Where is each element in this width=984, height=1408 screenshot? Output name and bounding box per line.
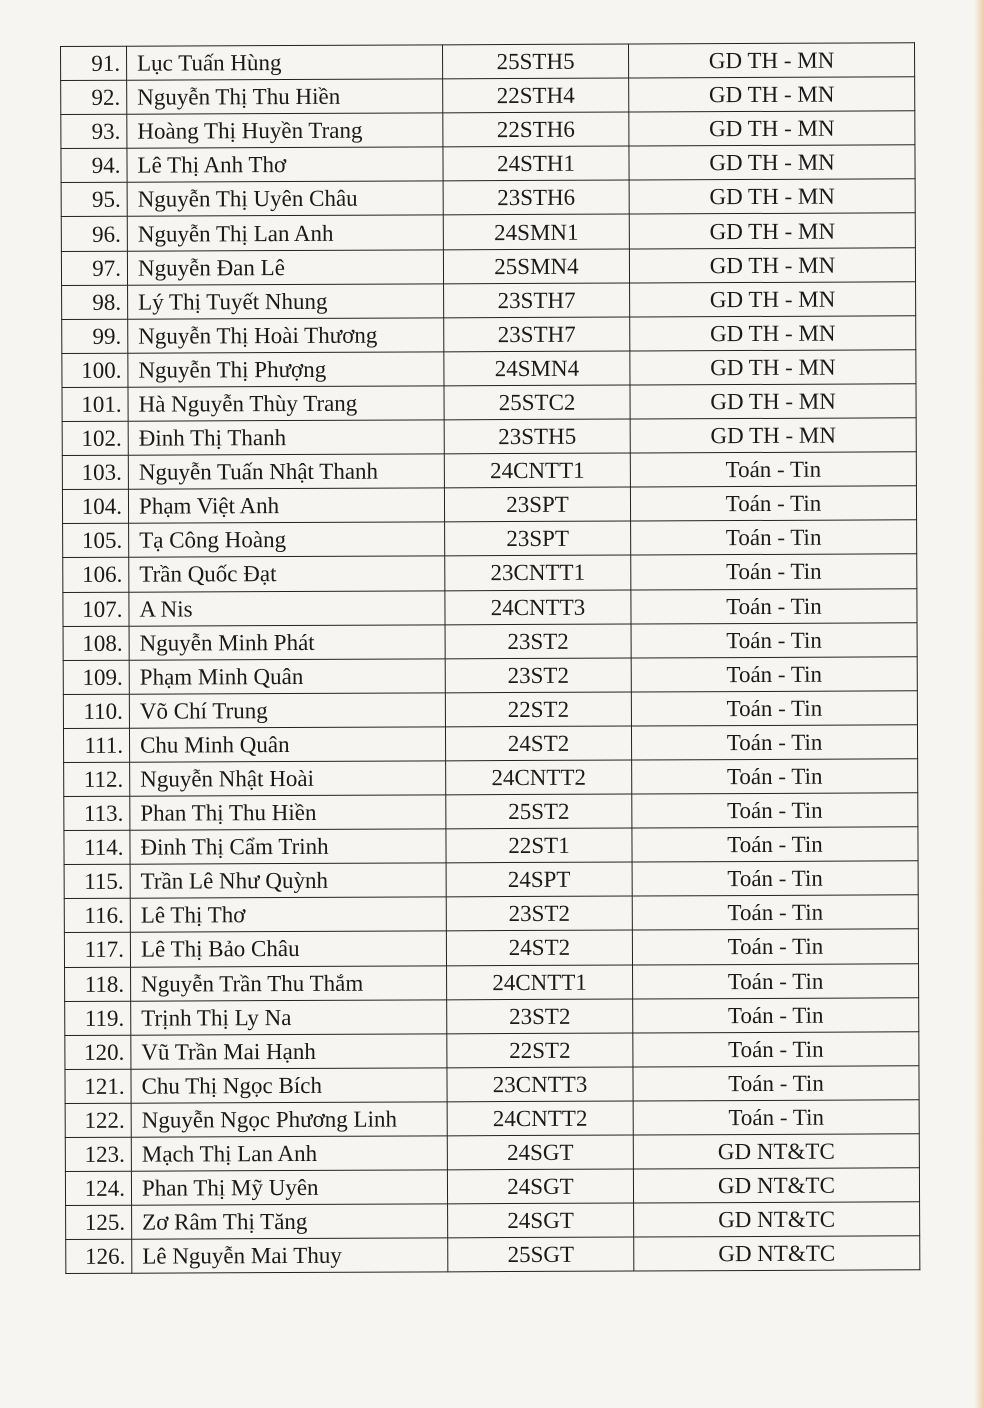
class-code-cell: 25SGT [448, 1237, 634, 1272]
row-number-cell: 95. [61, 183, 127, 217]
row-number-cell: 94. [61, 148, 127, 182]
table-row [63, 725, 917, 763]
class-code-cell: 24SGT [447, 1135, 633, 1170]
class-code-cell: 23ST2 [447, 999, 633, 1034]
class-code-cell: 23SPT [445, 521, 631, 556]
department-cell: GD TH - MN [629, 213, 915, 248]
table-row [65, 1168, 919, 1206]
table-row [62, 281, 916, 319]
student-name-cell: Nguyễn Minh Phát [129, 624, 445, 659]
class-code-cell: 24ST2 [445, 726, 631, 761]
class-code-cell: 25ST2 [446, 794, 632, 829]
table-row [61, 247, 915, 285]
table-row [62, 418, 916, 456]
class-code-cell: 22ST1 [446, 828, 632, 863]
department-cell: GD TH - MN [628, 43, 914, 78]
student-name-cell: Nguyễn Đan Lê [127, 249, 443, 284]
table-row [62, 384, 916, 422]
department-cell: Toán - Tin [632, 895, 918, 930]
class-code-cell: 24SGT [448, 1203, 634, 1238]
student-name-cell: Phạm Minh Quân [129, 659, 445, 694]
class-code-cell: 22STH6 [443, 112, 629, 147]
department-cell: Toán - Tin [632, 929, 918, 964]
class-code-cell: 25STH5 [442, 44, 628, 79]
table-row [64, 929, 918, 967]
student-name-cell: Lê Thị Bảo Châu [130, 931, 446, 966]
department-cell: Toán - Tin [632, 861, 918, 896]
row-number-cell: 91. [61, 46, 127, 80]
student-name-cell: Lê Thị Anh Thơ [127, 147, 443, 182]
table-row [65, 1066, 919, 1104]
row-number-cell: 96. [61, 217, 127, 251]
row-number-cell: 105. [63, 524, 129, 558]
class-code-cell: 23ST2 [445, 624, 631, 659]
department-cell: Toán - Tin [633, 1066, 919, 1101]
table-row [61, 111, 915, 149]
table-row [64, 793, 918, 831]
department-cell: Toán - Tin [631, 554, 917, 589]
table-row [65, 963, 919, 1001]
table-row [65, 1031, 919, 1069]
class-code-cell: 24CNTT1 [447, 965, 633, 1000]
student-name-cell: A Nis [129, 590, 445, 625]
row-number-cell: 125. [66, 1205, 132, 1239]
student-name-cell: Lý Thị Tuyết Nhung [128, 283, 444, 318]
department-cell: GD NT&TC [633, 1168, 919, 1203]
student-name-cell: Trần Lê Như Quỳnh [130, 863, 446, 898]
class-code-cell: 24CNTT2 [446, 760, 632, 795]
table-row [65, 1100, 919, 1138]
table-row [66, 1236, 920, 1274]
department-cell: GD TH - MN [629, 179, 915, 214]
student-name-cell: Lê Thị Thơ [130, 897, 446, 932]
table-row [61, 145, 915, 183]
document-sheet [60, 42, 919, 1274]
department-cell: GD TH - MN [629, 247, 915, 282]
table-row [65, 997, 919, 1035]
row-number-cell: 92. [61, 80, 127, 114]
student-name-cell: Nguyễn Trần Thu Thắm [131, 965, 447, 1000]
student-name-cell: Phạm Việt Anh [128, 488, 444, 523]
student-name-cell: Nguyễn Tuấn Nhật Thanh [128, 454, 444, 489]
class-code-cell: 24CNTT2 [447, 1101, 633, 1136]
row-number-cell: 122. [65, 1103, 131, 1137]
table-row [61, 77, 915, 115]
row-number-cell: 93. [61, 114, 127, 148]
row-number-cell: 100. [62, 353, 128, 387]
department-cell: Toán - Tin [630, 452, 916, 487]
student-name-cell: Nguyễn Thị Thu Hiền [127, 79, 443, 114]
row-number-cell: 106. [63, 558, 129, 592]
row-number-cell: 124. [65, 1171, 131, 1205]
row-number-cell: 126. [66, 1239, 132, 1273]
class-code-cell: 23ST2 [446, 896, 632, 931]
student-name-cell: Võ Chí Trung [129, 693, 445, 728]
table-row [62, 316, 916, 354]
department-cell: Toán - Tin [633, 1100, 919, 1135]
department-cell: GD TH - MN [630, 281, 916, 316]
student-name-cell: Lục Tuấn Hùng [127, 45, 443, 80]
department-cell: GD NT&TC [634, 1236, 920, 1271]
department-cell: Toán - Tin [631, 691, 917, 726]
class-code-cell: 23STH5 [444, 419, 630, 454]
student-name-cell: Hoàng Thị Huyền Trang [127, 113, 443, 148]
row-number-cell: 113. [64, 796, 130, 830]
department-cell: Toán - Tin [631, 622, 917, 657]
class-code-cell: 23ST2 [445, 658, 631, 693]
department-cell: Toán - Tin [632, 793, 918, 828]
student-name-cell: Phan Thị Mỹ Uyên [131, 1170, 447, 1205]
class-code-cell: 24SGT [447, 1169, 633, 1204]
student-name-cell: Chu Thị Ngọc Bích [131, 1068, 447, 1103]
class-code-cell: 24STH1 [443, 146, 629, 181]
student-name-cell: Nguyễn Thị Phượng [128, 352, 444, 387]
class-code-cell: 24CNTT1 [444, 453, 630, 488]
table-row [63, 622, 917, 660]
class-code-cell: 25SMN4 [443, 249, 629, 284]
row-number-cell: 119. [65, 1001, 131, 1035]
table-row [65, 1134, 919, 1172]
row-number-cell: 123. [65, 1137, 131, 1171]
department-cell: GD TH - MN [630, 384, 916, 419]
table-row [64, 895, 918, 933]
student-name-cell: Nguyễn Thị Hoài Thương [128, 318, 444, 353]
class-code-cell: 24SPT [446, 862, 632, 897]
row-number-cell: 107. [63, 592, 129, 626]
row-number-cell: 112. [64, 762, 130, 796]
student-name-cell: Nguyễn Nhật Hoài [130, 761, 446, 796]
row-number-cell: 103. [62, 455, 128, 489]
student-list-table [60, 42, 920, 1274]
table-row [61, 213, 915, 251]
department-cell: GD TH - MN [630, 316, 916, 351]
student-list-body [61, 43, 920, 1274]
department-cell: Toán - Tin [633, 1031, 919, 1066]
table-row [64, 861, 918, 899]
student-name-cell: Lê Nguyễn Mai Thuy [132, 1238, 448, 1273]
table-row [63, 520, 917, 558]
class-code-cell: 23SPT [444, 487, 630, 522]
department-cell: Toán - Tin [631, 520, 917, 555]
table-row [62, 452, 916, 490]
page-edge-shadow [974, 0, 984, 1408]
table-row [63, 691, 917, 729]
student-name-cell: Phan Thị Thu Hiền [130, 795, 446, 830]
class-code-cell: 24SMN1 [443, 214, 629, 249]
class-code-cell: 22ST2 [445, 692, 631, 727]
department-cell: GD TH - MN [629, 111, 915, 146]
row-number-cell: 102. [62, 421, 128, 455]
class-code-cell: 23CNTT3 [447, 1067, 633, 1102]
student-name-cell: Nguyễn Thị Lan Anh [127, 215, 443, 250]
student-name-cell: Mạch Thị Lan Anh [131, 1136, 447, 1171]
row-number-cell: 118. [65, 967, 131, 1001]
class-code-cell: 24CNTT3 [445, 590, 631, 625]
row-number-cell: 98. [62, 285, 128, 319]
student-name-cell: Vũ Trần Mai Hạnh [131, 1034, 447, 1069]
table-row [66, 1202, 920, 1240]
department-cell: Toán - Tin [631, 588, 917, 623]
student-name-cell: Hà Nguyễn Thùy Trang [128, 386, 444, 421]
row-number-cell: 104. [62, 489, 128, 523]
row-number-cell: 111. [63, 728, 129, 762]
row-number-cell: 115. [64, 864, 130, 898]
row-number-cell: 116. [64, 899, 130, 933]
student-name-cell: Nguyễn Thị Uyên Châu [127, 181, 443, 216]
class-code-cell: 24ST2 [446, 930, 632, 965]
student-name-cell: Đinh Thị Cẩm Trinh [130, 829, 446, 864]
department-cell: Toán - Tin [631, 725, 917, 760]
row-number-cell: 114. [64, 830, 130, 864]
class-code-cell: 25STC2 [444, 385, 630, 420]
row-number-cell: 108. [63, 626, 129, 660]
department-cell: Toán - Tin [631, 656, 917, 691]
department-cell: GD NT&TC [634, 1202, 920, 1237]
row-number-cell: 99. [62, 319, 128, 353]
table-row [64, 827, 918, 865]
department-cell: GD TH - MN [629, 145, 915, 180]
row-number-cell: 101. [62, 387, 128, 421]
row-number-cell: 117. [64, 933, 130, 967]
student-name-cell: Đinh Thị Thanh [128, 420, 444, 455]
department-cell: GD TH - MN [629, 77, 915, 112]
class-code-cell: 22ST2 [447, 1033, 633, 1068]
class-code-cell: 22STH4 [443, 78, 629, 113]
department-cell: Toán - Tin [632, 827, 918, 862]
department-cell: GD TH - MN [630, 418, 916, 453]
department-cell: Toán - Tin [633, 997, 919, 1032]
table-row [63, 656, 917, 694]
student-name-cell: Trịnh Thị Ly Na [131, 999, 447, 1034]
student-name-cell: Chu Minh Quân [129, 727, 445, 762]
class-code-cell: 23STH6 [443, 180, 629, 215]
table-row [61, 179, 915, 217]
row-number-cell: 97. [61, 251, 127, 285]
student-name-cell: Tạ Công Hoàng [129, 522, 445, 557]
table-row [61, 43, 915, 81]
row-number-cell: 121. [65, 1069, 131, 1103]
row-number-cell: 109. [63, 660, 129, 694]
table-row [64, 759, 918, 797]
department-cell: Toán - Tin [630, 486, 916, 521]
row-number-cell: 110. [63, 694, 129, 728]
table-row [62, 486, 916, 524]
table-row [63, 554, 917, 592]
row-number-cell: 120. [65, 1035, 131, 1069]
class-code-cell: 23STH7 [444, 317, 630, 352]
student-name-cell: Nguyễn Ngọc Phương Linh [131, 1102, 447, 1137]
department-cell: GD TH - MN [630, 350, 916, 385]
class-code-cell: 23CNTT1 [445, 555, 631, 590]
table-row [62, 350, 916, 388]
student-name-cell: Trần Quốc Đạt [129, 556, 445, 591]
department-cell: GD NT&TC [633, 1134, 919, 1169]
table-row [63, 588, 917, 626]
class-code-cell: 23STH7 [444, 283, 630, 318]
department-cell: Toán - Tin [632, 759, 918, 794]
class-code-cell: 24SMN4 [444, 351, 630, 386]
student-name-cell: Zơ Râm Thị Tăng [132, 1204, 448, 1239]
department-cell: Toán - Tin [633, 963, 919, 998]
